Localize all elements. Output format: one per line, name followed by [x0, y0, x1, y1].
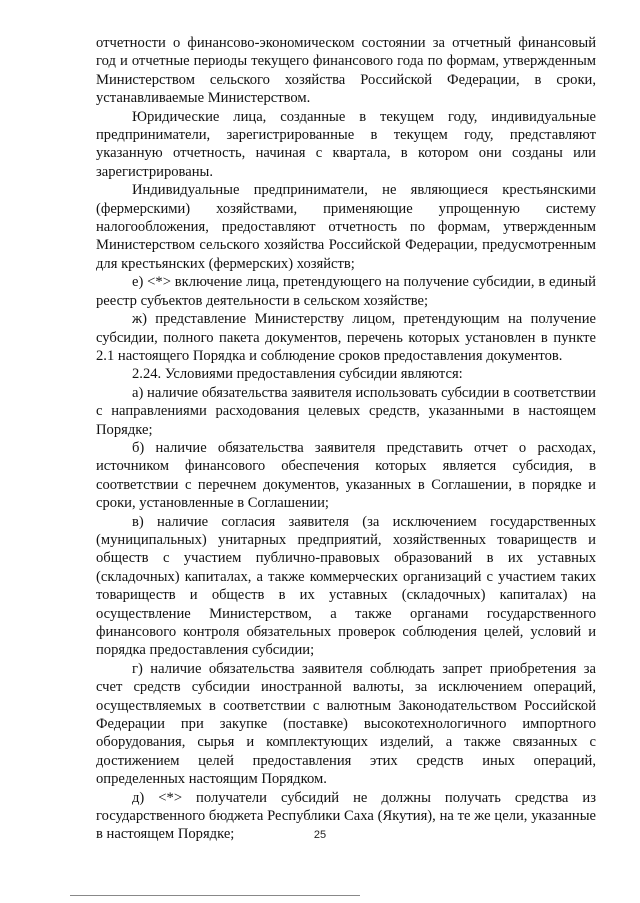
paragraph-item-g: г) наличие обязательства заявителя соблюдать запрет приобретения за счет средств субсидии иностранной валюты, за исключением операций, осуществляемых в соответствии с валютным Законодательством Российской Федерации при закупке (поставке) высокотехнологичного импортного оборудования, сырья и комплектующих изделий, а также связанных с достижением целей предоставления этих средств иных операций, определенных настоящим Порядком. — [96, 660, 596, 788]
paragraph-item-e: е) <*> включение лица, претендующего на получение субсидии, в единый реестр субъектов деятельности в сельском хозяйстве; — [96, 274, 596, 309]
document-body — [96, 34, 596, 844]
paragraph-item-d: д) <*> получатели субсидий не должны получать средства из государственного бюджета Республики Саха (Якутия), на те же цели, указанные в настоящем Порядке; — [96, 789, 596, 843]
paragraph-item-a: а) наличие обязательства заявителя использовать субсидии в соответствии с направлениями расходования целевых средств, указанными в настоящем Порядке; — [96, 384, 596, 438]
paragraph-entrepreneurs: Индивидуальные предприниматели, не являющиеся крестьянскими (фермерскими) хозяйствами, применяющие упрощенную систему налогообложения, предоставляют отчетность по формам, утвержденным Министерством сельского хозяйства Российской Федерации, предусмотренным для крестьянских (фермерских) хозяйств; — [96, 182, 596, 272]
paragraph-item-zh: ж) представление Министерству лицом, претендующим на получение субсидии, полного пакета документов, перечень которых установлен в пункте 2.1 настоящего Порядка и соблюдение сроков предоставления документов. — [96, 311, 596, 364]
page-number: 25 — [313, 829, 327, 841]
paragraph-reporting: отчетности о финансово-экономическом состоянии за отчетный финансовый год и отчетные периоды текущего финансового года по формам, утвержденным Министерством сельского хозяйства Российской Федерации, в сроки, устанавливаемые Министерством. — [96, 35, 596, 107]
scan-artifact-line — [70, 895, 360, 896]
paragraph-section-2-24: 2.24. Условиями предоставления субсидии являются: — [132, 366, 463, 383]
paragraph-legal-entities: Юридические лица, созданные в текущем году, индивидуальные предприниматели, зарегистрированные в текущем году, представляют указанную отчетность, начиная с квартала, в котором они созданы или зарегистрированы. — [96, 108, 596, 180]
paragraph-item-b: б) наличие обязательства заявителя представить отчет о расходах, источником финансового обеспечения которых является субсидия, в соответствии с перечнем документов, указанных в Соглашении, в порядке и сроки, установленные в Соглашении; — [96, 439, 596, 512]
paragraph-item-v: в) наличие согласия заявителя (за исключением государственных (муниципальных) унитарных предприятий, хозяйственных товариществ и обществ с участием публично-правовых образований в их уставных (складочных) капиталах, а также коммерческих организаций с участием таких товариществ и обществ в их уставных (складочных) капиталах) на осуществление Министерством, а также органами государственного финансового контроля обязательных проверок соблюдения целей, условий и порядка предоставления субсидии; — [96, 513, 596, 659]
